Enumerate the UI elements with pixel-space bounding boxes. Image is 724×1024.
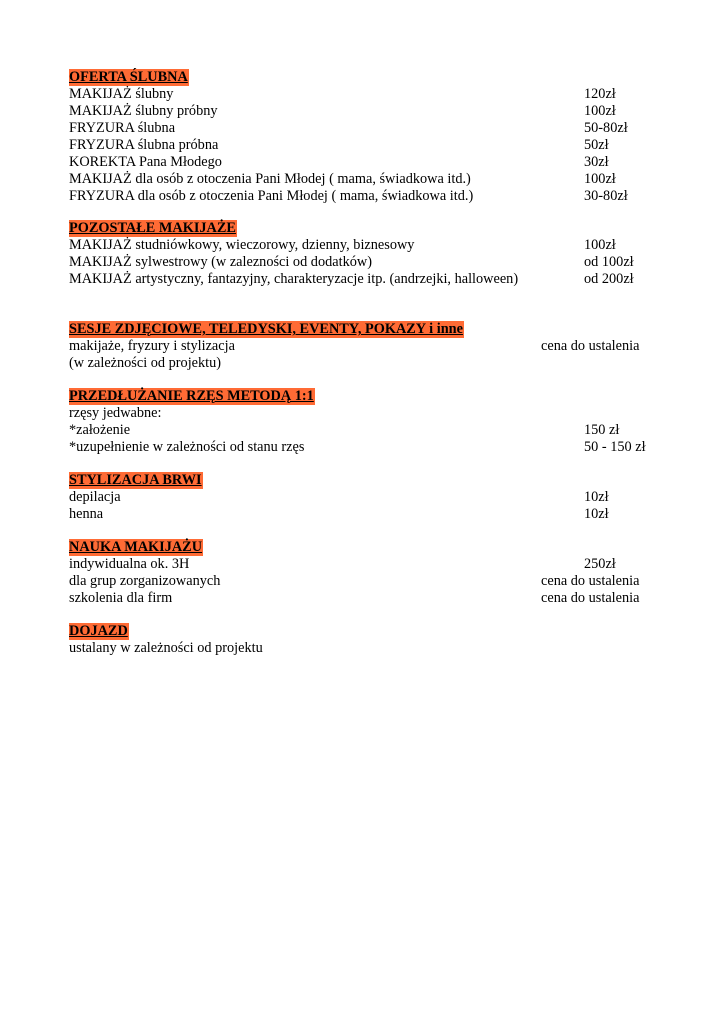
section-heading: POZOSTAŁE MAKIJAŻE [69, 220, 236, 236]
service-label: MAKIJAŻ artystyczny, fantazyjny, charakteryzacje itp. (andrzejki, halloween) [69, 271, 519, 287]
service-label: (w zależności od projektu) [69, 355, 222, 371]
service-price: 100zł [584, 171, 616, 187]
service-label: MAKIJAŻ ślubny próbny [69, 103, 218, 119]
section-brows [69, 472, 659, 523]
service-price: 50zł [584, 137, 609, 153]
service-price: od 100zł [584, 254, 634, 270]
service-label: KOREKTA Pana Młodego [69, 154, 222, 170]
service-label: makijaże, fryzury i stylizacja [69, 338, 235, 354]
section-heading: SESJE ZDJĘCIOWE, TELEDYSKI, EVENTY, POKAZY i inne [69, 321, 463, 337]
service-price: cena do ustalenia [541, 573, 640, 589]
price-row [69, 154, 659, 171]
price-row [69, 405, 659, 422]
section-sessions [69, 321, 659, 372]
service-price: cena do ustalenia [541, 590, 640, 606]
service-price: 150 zł [584, 422, 620, 438]
section-travel [69, 623, 659, 657]
service-price: 30-80zł [584, 188, 628, 204]
section-heading: PRZEDŁUŻANIE RZĘS METODĄ 1:1 [69, 388, 314, 404]
price-row [69, 489, 659, 506]
service-label: *uzupełnienie w zależności od stanu rzęs [69, 439, 305, 455]
service-label: dla grup zorganizowanych [69, 573, 221, 589]
service-price: od 200zł [584, 271, 634, 287]
price-row [69, 120, 659, 137]
section-heading: DOJAZD [69, 623, 128, 639]
service-price: 120zł [584, 86, 616, 102]
service-price: 50-80zł [584, 120, 628, 136]
price-row [69, 188, 659, 205]
price-row [69, 237, 659, 254]
price-row [69, 506, 659, 523]
price-row [69, 355, 659, 372]
service-label: MAKIJAŻ ślubny [69, 86, 174, 102]
service-label: FRYZURA ślubna próbna [69, 137, 219, 153]
service-label: MAKIJAŻ dla osób z otoczenia Pani Młodej ( mama, świadkowa itd.) [69, 171, 471, 187]
service-price: 30zł [584, 154, 609, 170]
service-price: 10zł [584, 506, 609, 522]
service-price: 250zł [584, 556, 616, 572]
service-price: 100zł [584, 103, 616, 119]
price-row [69, 556, 659, 573]
service-label: henna [69, 506, 104, 522]
service-label: MAKIJAŻ studniówkowy, wieczorowy, dzienny, biznesowy [69, 237, 415, 253]
price-row [69, 573, 659, 590]
service-label: depilacja [69, 489, 121, 505]
section-lashes [69, 388, 659, 456]
service-label: *założenie [69, 422, 131, 438]
service-label: FRYZURA dla osób z otoczenia Pani Młodej ( mama, świadkowa itd.) [69, 188, 474, 204]
service-label: MAKIJAŻ sylwestrowy (w zalezności od dodatków) [69, 254, 372, 270]
service-price: cena do ustalenia [541, 338, 640, 354]
service-label: ustalany w zależności od projektu [69, 640, 263, 656]
price-row [69, 103, 659, 120]
section-heading: STYLIZACJA BRWI [69, 472, 202, 488]
service-label: FRYZURA ślubna [69, 120, 176, 136]
price-row [69, 422, 659, 439]
price-row [69, 171, 659, 188]
section-heading: NAUKA MAKIJAŻU [69, 539, 203, 555]
service-label: szkolenia dla firm [69, 590, 173, 606]
service-price: 10zł [584, 489, 609, 505]
price-row [69, 137, 659, 154]
price-row [69, 271, 659, 288]
price-row [69, 640, 659, 657]
section-wedding [69, 69, 659, 205]
price-row [69, 254, 659, 271]
service-label: rzęsy jedwabne: [69, 405, 162, 421]
price-row [69, 590, 659, 607]
service-price: 100zł [584, 237, 616, 253]
section-lessons [69, 539, 659, 607]
section-other-makeup [69, 220, 659, 288]
price-row [69, 439, 659, 456]
section-heading: OFERTA ŚLUBNA [69, 69, 188, 85]
service-price: 50 - 150 zł [584, 439, 646, 455]
price-row [69, 338, 659, 355]
service-label: indywidualna ok. 3H [69, 556, 190, 572]
price-row [69, 86, 659, 103]
